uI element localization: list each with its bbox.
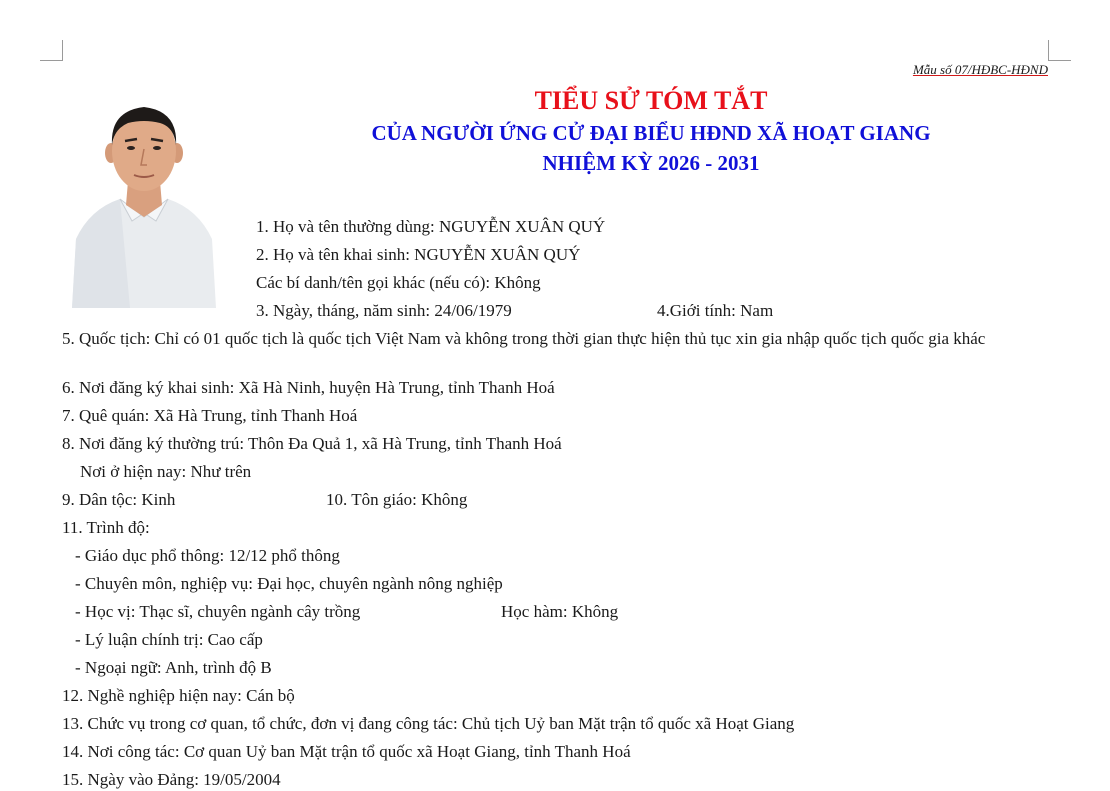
field-education-heading: 11. Trình độ: xyxy=(62,518,150,537)
field-gender: 4.Giới tính: Nam xyxy=(657,301,774,320)
field-ethnicity: 9. Dân tộc: Kinh xyxy=(62,490,176,509)
portrait-photo xyxy=(70,89,218,308)
field-occupation: 12. Nghề nghiệp hiện nay: Cán bộ xyxy=(62,686,295,705)
field-foreign-language: - Ngoại ngữ: Anh, trình độ B xyxy=(75,658,272,677)
field-degree: - Học vị: Thạc sĩ, chuyên ngành cây trồng xyxy=(75,602,361,621)
field-party-admission-date: 15. Ngày vào Đảng: 19/05/2004 xyxy=(62,770,281,789)
field-professional-education: - Chuyên môn, nghiệp vụ: Đại học, chuyên ngành nông nghiệp xyxy=(75,574,503,593)
field-workplace: 14. Nơi công tác: Cơ quan Uỷ ban Mặt trận tổ quốc xã Hoạt Giang, tỉnh Thanh Hoá xyxy=(62,742,631,761)
title-block xyxy=(200,86,1102,178)
crop-mark-top-right xyxy=(1048,40,1071,61)
field-general-education: - Giáo dục phổ thông: 12/12 phổ thông xyxy=(75,546,340,565)
field-permanent-residence: 8. Nơi đăng ký thường trú: Thôn Đa Quả 1, xã Hà Trung, tỉnh Thanh Hoá xyxy=(62,434,562,453)
field-academic-title: Học hàm: Không xyxy=(501,602,619,621)
field-birth-name: 2. Họ và tên khai sinh: NGUYỄN XUÂN QUÝ xyxy=(256,245,581,264)
crop-mark-top-left xyxy=(40,40,63,61)
field-nationality: 5. Quốc tịch: Chỉ có 01 quốc tịch là quốc tịch Việt Nam và không trong thời gian thực hiện thủ tục xin gia nhập quốc tịch quốc gia khác xyxy=(62,329,986,348)
document-subtitle: CỦA NGƯỜI ỨNG CỬ ĐẠI BIỂU HĐND XÃ HOẠT GIANG xyxy=(371,121,931,145)
document-term: NHIỆM KỲ 2026 - 2031 xyxy=(542,151,760,175)
document-title: TIỂU SỬ TÓM TẮT xyxy=(534,86,768,115)
field-birth-registration: 6. Nơi đăng ký khai sinh: Xã Hà Ninh, huyện Hà Trung, tỉnh Thanh Hoá xyxy=(62,378,555,397)
form-code: Mẫu số 07/HĐBC-HĐND xyxy=(912,62,1048,77)
field-position: 13. Chức vụ trong cơ quan, tổ chức, đơn vị đang công tác: Chủ tịch Uỷ ban Mặt trận tổ quốc xã Hoạt Giang xyxy=(62,714,795,733)
field-current-residence: Nơi ở hiện nay: Như trên xyxy=(80,462,252,481)
field-hometown: 7. Quê quán: Xã Hà Trung, tỉnh Thanh Hoá xyxy=(62,406,358,425)
field-political-theory: - Lý luận chính trị: Cao cấp xyxy=(75,630,263,649)
field-alias: Các bí danh/tên gọi khác (nếu có): Không xyxy=(256,273,541,292)
field-common-name: 1. Họ và tên thường dùng: NGUYỄN XUÂN QUÝ xyxy=(256,217,606,236)
field-religion: 10. Tôn giáo: Không xyxy=(326,490,468,509)
field-date-of-birth: 3. Ngày, tháng, năm sinh: 24/06/1979 xyxy=(256,301,512,320)
